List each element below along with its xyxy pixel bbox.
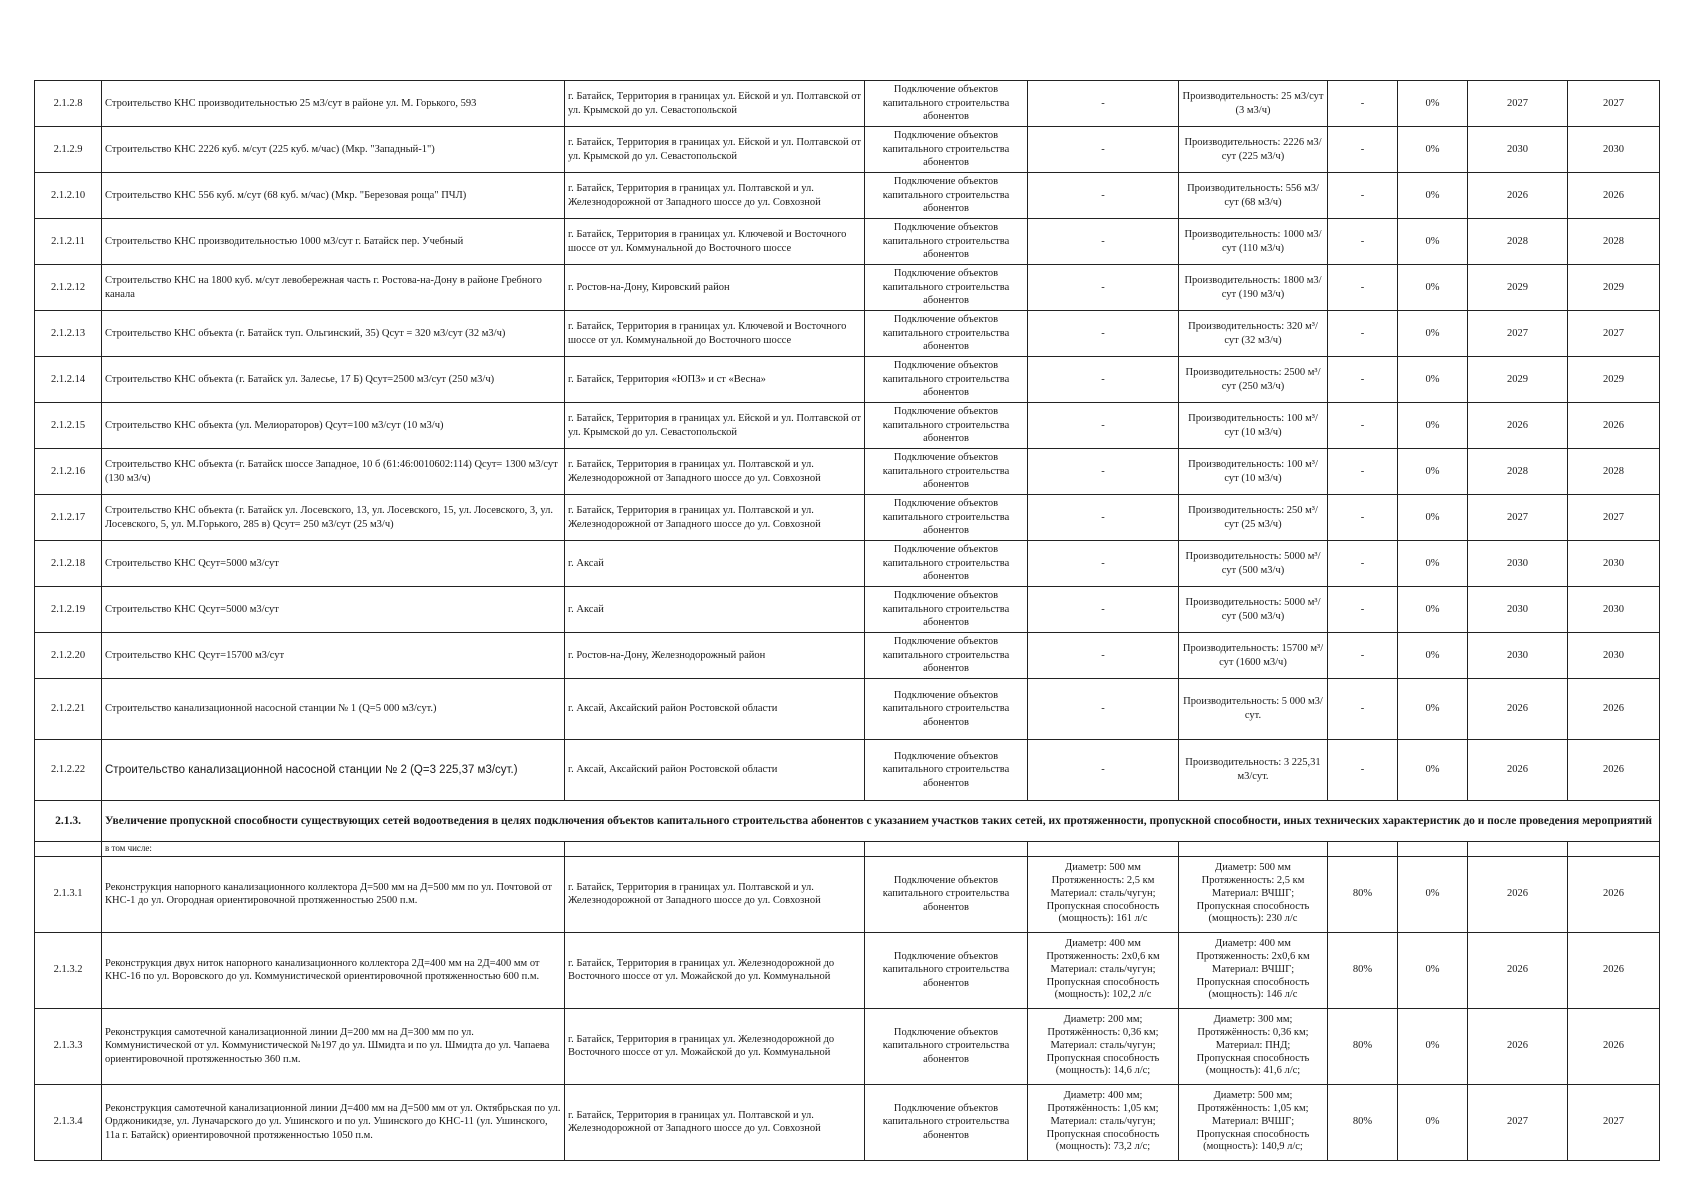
param-line: (мощность): 73,2 л/с; (1055, 1141, 1151, 1153)
start-year: 2028 (1468, 449, 1568, 495)
row-number: 2.1.2.12 (35, 265, 102, 311)
progress-value: 0% (1398, 495, 1468, 541)
before-value: - (1028, 357, 1179, 403)
subtitle-row (35, 842, 1660, 857)
end-year: 2027 (1568, 495, 1660, 541)
after-value: Производительность: 3 225,31 м3/сут. (1179, 740, 1328, 801)
after-value: Производительность: 25 м3/сут (3 м3/ч) (1179, 81, 1328, 127)
purpose: Подключение объектов капитального строительства абонентов (865, 265, 1028, 311)
row-number: 2.1.3.2 (35, 932, 102, 1008)
empty-cell (1468, 842, 1568, 857)
start-year: 2030 (1468, 127, 1568, 173)
end-year: 2026 (1568, 1008, 1660, 1084)
readiness-value: - (1328, 81, 1398, 127)
readiness-value: 80% (1328, 1084, 1398, 1160)
before-value: - (1028, 587, 1179, 633)
before-value: - (1028, 541, 1179, 587)
param-line: Диаметр: 400 мм; (1063, 1090, 1143, 1102)
readiness-value: - (1328, 265, 1398, 311)
row-number: 2.1.2.8 (35, 81, 102, 127)
before-value (1028, 1084, 1179, 1160)
purpose: Подключение объектов капитального строительства абонентов (865, 541, 1028, 587)
measure-name: Строительство КНС 2226 куб. м/сут (225 куб. м/час) (Мкр. "Западный-1") (102, 127, 565, 173)
readiness-value: - (1328, 449, 1398, 495)
start-year: 2028 (1468, 219, 1568, 265)
table-row (35, 1084, 1660, 1160)
measure-name: Реконструкция напорного канализационного коллектора Д=500 мм на Д=500 мм по ул. Почтовой от КНС-1 до ул. Огородная ориентировочной протяженностью 2500 п.м. (102, 856, 565, 932)
progress-value: 0% (1398, 449, 1468, 495)
measure-name: Реконструкция двух ниток напорного канализационного коллектора 2Д=400 мм на 2Д=400 мм от КНС-16 по ул. Воровского до ул. Коммунистической ориентировочной протяженностью 600 п.м. (102, 932, 565, 1008)
param-line: Диаметр: 400 мм (1215, 938, 1291, 950)
param-line: Протяжённость: 0,36 км; (1047, 1026, 1159, 1038)
table-row (35, 265, 1660, 311)
end-year: 2030 (1568, 541, 1660, 587)
progress-value: 0% (1398, 265, 1468, 311)
table-row (35, 219, 1660, 265)
after-value: Производительность: 1000 м3/сут (110 м3/ч) (1179, 219, 1328, 265)
table-row (35, 81, 1660, 127)
table-row (35, 587, 1660, 633)
row-number: 2.1.2.16 (35, 449, 102, 495)
before-value: - (1028, 679, 1179, 740)
readiness-value: - (1328, 127, 1398, 173)
start-year: 2026 (1468, 403, 1568, 449)
readiness-value: - (1328, 173, 1398, 219)
location: г. Аксай (565, 587, 865, 633)
empty-cell (1179, 842, 1328, 857)
table-row (35, 541, 1660, 587)
table-row (35, 449, 1660, 495)
end-year: 2028 (1568, 449, 1660, 495)
start-year: 2026 (1468, 1008, 1568, 1084)
purpose: Подключение объектов капитального строительства абонентов (865, 403, 1028, 449)
before-value: - (1028, 265, 1179, 311)
param-line: Протяженность: 2х0,6 км (1196, 950, 1310, 962)
after-value (1179, 1008, 1328, 1084)
location: г. Батайск, Территория в границах ул. Ейской и ул. Полтавской от ул. Крымской до ул. Севастопольской (565, 403, 865, 449)
measure-name: Реконструкция самотечной канализационной линии Д=400 мм на Д=500 мм от ул. Октябрьская по ул. Орджоникидзе, ул. Луначарского до ул. Ушинского и по ул. Ушинского до КНС-11 (ул. Ушинского, 11а г. Батайск) ориентировочной протяженностью 1050 п.м. (102, 1084, 565, 1160)
purpose: Подключение объектов капитального строительства абонентов (865, 932, 1028, 1008)
location: г. Батайск, Территория в границах ул. Полтавской и ул. Железнодорожной от Западного шоссе до ул. Совхозной (565, 449, 865, 495)
location: г. Ростов-на-Дону, Кировский район (565, 265, 865, 311)
row-number: 2.1.2.10 (35, 173, 102, 219)
readiness-value: - (1328, 587, 1398, 633)
end-year: 2028 (1568, 219, 1660, 265)
start-year: 2026 (1468, 173, 1568, 219)
row-number: 2.1.2.11 (35, 219, 102, 265)
after-value: Производительность: 2500 м³/сут (250 м3/ч) (1179, 357, 1328, 403)
param-line: Материал: ВЧШГ; (1211, 1115, 1295, 1127)
before-value: - (1028, 449, 1179, 495)
empty-cell (1568, 842, 1660, 857)
purpose: Подключение объектов капитального строительства абонентов (865, 856, 1028, 932)
readiness-value: - (1328, 495, 1398, 541)
table-row (35, 932, 1660, 1008)
row-number: 2.1.3.3 (35, 1008, 102, 1084)
progress-value: 0% (1398, 587, 1468, 633)
after-value: Производительность: 1800 м3/сут (190 м3/ч) (1179, 265, 1328, 311)
end-year: 2026 (1568, 173, 1660, 219)
after-value: Производительность: 556 м3/сут (68 м3/ч) (1179, 173, 1328, 219)
end-year: 2029 (1568, 265, 1660, 311)
after-value: Производительность: 5000 м³/сут (500 м3/ч) (1179, 587, 1328, 633)
start-year: 2029 (1468, 265, 1568, 311)
before-value: - (1028, 740, 1179, 801)
after-value: Производительность: 15700 м³/сут (1600 м3/ч) (1179, 633, 1328, 679)
param-line: Пропускная способность (1046, 976, 1160, 988)
progress-value: 0% (1398, 679, 1468, 740)
before-value: - (1028, 219, 1179, 265)
row-number: 2.1.3.4 (35, 1084, 102, 1160)
after-value (1179, 856, 1328, 932)
param-line: Материал: сталь/чугун; (1050, 887, 1156, 899)
param-line: Протяженность: 2х0,6 км (1046, 950, 1160, 962)
measure-name: Строительство КНС Qсут=5000 м3/сут (102, 587, 565, 633)
location: г. Батайск, Территория в границах ул. Полтавской и ул. Железнодорожной от Западного шоссе до ул. Совхозной (565, 1084, 865, 1160)
progress-value: 0% (1398, 127, 1468, 173)
start-year: 2027 (1468, 495, 1568, 541)
param-line: Пропускная способность (1196, 976, 1310, 988)
purpose: Подключение объектов капитального строительства абонентов (865, 127, 1028, 173)
param-line: Материал: ВЧШГ; (1211, 963, 1295, 975)
location: г. Батайск, Территория «ЮПЗ» и ст «Весна» (565, 357, 865, 403)
before-value: - (1028, 173, 1179, 219)
start-year: 2030 (1468, 587, 1568, 633)
after-value: Производительность: 100 м³/сут (10 м3/ч) (1179, 449, 1328, 495)
param-line: Протяженность: 2,5 км (1051, 874, 1155, 886)
before-value: - (1028, 81, 1179, 127)
measure-name: Строительство КНС производительностью 1000 м3/сут г. Батайск пер. Учебный (102, 219, 565, 265)
param-line: Диаметр: 500 мм (1215, 862, 1291, 874)
measure-name: Строительство КНС объекта (ул. Мелиораторов) Qсут=100 м3/сут (10 м3/ч) (102, 403, 565, 449)
measure-name: Строительство КНС 556 куб. м/сут (68 куб. м/час) (Мкр. "Березовая роща" ПЧЛ) (102, 173, 565, 219)
before-value: - (1028, 633, 1179, 679)
readiness-value: - (1328, 219, 1398, 265)
measure-name: Строительство КНС Qсут=5000 м3/сут (102, 541, 565, 587)
row-number: 2.1.2.14 (35, 357, 102, 403)
measure-name: Строительство КНС объекта (г. Батайск шоссе Западное, 10 б (61:46:0010602:114) Qсут= 1300 м3/сут (130 м3/ч) (102, 449, 565, 495)
param-line: Протяжённость: 1,05 км; (1197, 1102, 1309, 1114)
measure-name: Реконструкция самотечной канализационной линии Д=200 мм на Д=300 мм по ул. Коммунистической от ул. Коммунистической №197 до ул. Шмидта и по ул. Шмидта до ул. Чапаева ориентировочной протяженностью 360 п.м. (102, 1008, 565, 1084)
empty-cell (1028, 842, 1179, 857)
param-line: Материал: сталь/чугун; (1050, 963, 1156, 975)
empty-cell (1398, 842, 1468, 857)
table-row (35, 740, 1660, 801)
table-row (35, 311, 1660, 357)
param-line: Протяженность: 2,5 км (1201, 874, 1305, 886)
purpose: Подключение объектов капитального строительства абонентов (865, 740, 1028, 801)
readiness-value: - (1328, 679, 1398, 740)
before-value: - (1028, 127, 1179, 173)
param-line: Материал: ВЧШГ; (1211, 887, 1295, 899)
location: г. Батайск, Территория в границах ул. Ключевой и Восточного шоссе от ул. Коммунальной до Восточного шоссе (565, 311, 865, 357)
empty-cell (1328, 842, 1398, 857)
after-value: Производительность: 320 м³/сут (32 м3/ч) (1179, 311, 1328, 357)
location: г. Батайск, Территория в границах ул. Полтавской и ул. Железнодорожной от Западного шоссе до ул. Совхозной (565, 495, 865, 541)
before-value (1028, 932, 1179, 1008)
readiness-value: 80% (1328, 1008, 1398, 1084)
section-title: Увеличение пропускной способности существующих сетей водоотведения в целях подключения объектов капитального строительства абонентов с указанием участков таких сетей, их протяженности, пропускной способности, иных технических характеристик до и после проведения мероприятий (102, 801, 1660, 842)
row-number: 2.1.2.22 (35, 740, 102, 801)
progress-value: 0% (1398, 541, 1468, 587)
after-value: Производительность: 100 м³/сут (10 м3/ч) (1179, 403, 1328, 449)
table-row (35, 127, 1660, 173)
param-line: Материал: сталь/чугун; (1050, 1039, 1156, 1051)
readiness-value: 80% (1328, 932, 1398, 1008)
end-year: 2026 (1568, 679, 1660, 740)
row-number: 2.1.2.20 (35, 633, 102, 679)
param-line: Пропускная способность (1046, 1052, 1160, 1064)
purpose: Подключение объектов капитального строительства абонентов (865, 311, 1028, 357)
measure-name: Строительство КНС объекта (г. Батайск ул. Лосевского, 13, ул. Лосевского, 15, ул. Лосевского, 3, ул. Лосевского, 5, ул. М.Горького, 285 в) Qсут= 250 м3/сут (25 м3/ч) (102, 495, 565, 541)
readiness-value: - (1328, 311, 1398, 357)
progress-value: 0% (1398, 856, 1468, 932)
row-number: 2.1.2.9 (35, 127, 102, 173)
readiness-value: - (1328, 633, 1398, 679)
location: г. Батайск, Территория в границах ул. Ейской и ул. Полтавской от ул. Крымской до ул. Севастопольской (565, 127, 865, 173)
measures-table (34, 80, 1660, 1161)
measure-name: Строительство КНС объекта (г. Батайск ул. Залесье, 17 Б) Qсут=2500 м3/сут (250 м3/ч) (102, 357, 565, 403)
before-value: - (1028, 403, 1179, 449)
start-year: 2027 (1468, 1084, 1568, 1160)
readiness-value: - (1328, 357, 1398, 403)
param-line: Протяжённость: 0,36 км; (1197, 1026, 1309, 1038)
progress-value: 0% (1398, 173, 1468, 219)
param-line: Пропускная способность (1196, 1052, 1310, 1064)
purpose: Подключение объектов капитального строительства абонентов (865, 449, 1028, 495)
end-year: 2026 (1568, 856, 1660, 932)
param-line: Диаметр: 500 мм; (1213, 1090, 1293, 1102)
progress-value: 0% (1398, 403, 1468, 449)
before-value (1028, 856, 1179, 932)
table-row (35, 679, 1660, 740)
empty-cell (865, 842, 1028, 857)
measure-name: Строительство канализационной насосной станции № 2 (Q=3 225,37 м3/сут.) (102, 740, 565, 801)
end-year: 2027 (1568, 81, 1660, 127)
table-row (35, 1008, 1660, 1084)
after-value: Производительность: 250 м³/сут (25 м3/ч) (1179, 495, 1328, 541)
end-year: 2026 (1568, 740, 1660, 801)
progress-value: 0% (1398, 357, 1468, 403)
purpose: Подключение объектов капитального строительства абонентов (865, 633, 1028, 679)
purpose: Подключение объектов капитального строительства абонентов (865, 1008, 1028, 1084)
end-year: 2027 (1568, 311, 1660, 357)
readiness-value: - (1328, 740, 1398, 801)
purpose: Подключение объектов капитального строительства абонентов (865, 495, 1028, 541)
empty-cell (565, 842, 865, 857)
measure-name: Строительство КНС Qсут=15700 м3/сут (102, 633, 565, 679)
readiness-value: - (1328, 403, 1398, 449)
param-line: (мощность): 230 л/с (1208, 913, 1298, 925)
param-line: (мощность): 161 л/с (1058, 913, 1148, 925)
start-year: 2030 (1468, 633, 1568, 679)
start-year: 2026 (1468, 679, 1568, 740)
start-year: 2026 (1468, 856, 1568, 932)
readiness-value: 80% (1328, 856, 1398, 932)
start-year: 2027 (1468, 81, 1568, 127)
location: г. Батайск, Территория в границах ул. Ключевой и Восточного шоссе от ул. Коммунальной до Восточного шоссе (565, 219, 865, 265)
readiness-value: - (1328, 541, 1398, 587)
purpose: Подключение объектов капитального строительства абонентов (865, 357, 1028, 403)
after-value (1179, 1084, 1328, 1160)
start-year: 2026 (1468, 740, 1568, 801)
start-year: 2027 (1468, 311, 1568, 357)
param-line: (мощность): 41,6 л/с; (1205, 1065, 1301, 1077)
before-value (1028, 1008, 1179, 1084)
table-row (35, 856, 1660, 932)
param-line: Диаметр: 500 мм (1065, 862, 1141, 874)
param-line: Пропускная способность (1046, 900, 1160, 912)
table-row (35, 495, 1660, 541)
end-year: 2030 (1568, 587, 1660, 633)
section-header-row (35, 801, 1660, 842)
table-row (35, 173, 1660, 219)
location: г. Аксай, Аксайский район Ростовской области (565, 740, 865, 801)
progress-value: 0% (1398, 81, 1468, 127)
row-number: 2.1.2.15 (35, 403, 102, 449)
row-number: 2.1.3.1 (35, 856, 102, 932)
end-year: 2026 (1568, 932, 1660, 1008)
param-line: Диаметр: 300 мм; (1213, 1014, 1293, 1026)
location: г. Аксай (565, 541, 865, 587)
after-value (1179, 932, 1328, 1008)
param-line: Диаметр: 200 мм; (1063, 1014, 1143, 1026)
subtitle: в том числе: (102, 842, 565, 857)
param-line: (мощность): 102,2 л/с (1054, 989, 1152, 1001)
end-year: 2030 (1568, 633, 1660, 679)
row-number: 2.1.2.17 (35, 495, 102, 541)
param-line: Материал: сталь/чугун; (1050, 1115, 1156, 1127)
progress-value: 0% (1398, 633, 1468, 679)
table-row (35, 357, 1660, 403)
table-row (35, 633, 1660, 679)
end-year: 2030 (1568, 127, 1660, 173)
progress-value: 0% (1398, 1084, 1468, 1160)
param-line: Протяжённость: 1,05 км; (1047, 1102, 1159, 1114)
location: г. Батайск, Территория в границах ул. Железнодорожной до Восточного шоссе от ул. Можайской до ул. Коммунальной (565, 932, 865, 1008)
after-value: Производительность: 2226 м3/сут (225 м3/ч) (1179, 127, 1328, 173)
param-line: (мощность): 146 л/с (1208, 989, 1298, 1001)
measure-name: Строительство канализационной насосной станции № 1 (Q=5 000 м3/сут.) (102, 679, 565, 740)
param-line: Диаметр: 400 мм (1065, 938, 1141, 950)
measure-name: Строительство КНС объекта (г. Батайск туп. Ольгинский, 35) Qсут = 320 м3/сут (32 м3/ч) (102, 311, 565, 357)
param-line: Материал: ПНД; (1215, 1039, 1291, 1051)
empty-cell (35, 842, 102, 857)
end-year: 2026 (1568, 403, 1660, 449)
measure-name: Строительство КНС производительностью 25 м3/сут в районе ул. М. Горького, 593 (102, 81, 565, 127)
param-line: Пропускная способность (1046, 1128, 1160, 1140)
row-number: 2.1.2.21 (35, 679, 102, 740)
progress-value: 0% (1398, 740, 1468, 801)
location: г. Ростов-на-Дону, Железнодорожный район (565, 633, 865, 679)
purpose: Подключение объектов капитального строительства абонентов (865, 587, 1028, 633)
section-number: 2.1.3. (35, 801, 102, 842)
row-number: 2.1.2.19 (35, 587, 102, 633)
table-row (35, 403, 1660, 449)
param-line: (мощность): 140,9 л/с; (1203, 1141, 1303, 1153)
after-value: Производительность: 5000 м³/сут (500 м3/ч) (1179, 541, 1328, 587)
before-value: - (1028, 311, 1179, 357)
purpose: Подключение объектов капитального строительства абонентов (865, 219, 1028, 265)
start-year: 2026 (1468, 932, 1568, 1008)
purpose: Подключение объектов капитального строительства абонентов (865, 1084, 1028, 1160)
location: г. Аксай, Аксайский район Ростовской области (565, 679, 865, 740)
param-line: Пропускная способность (1196, 900, 1310, 912)
purpose: Подключение объектов капитального строительства абонентов (865, 173, 1028, 219)
param-line: Пропускная способность (1196, 1128, 1310, 1140)
param-line: (мощность): 14,6 л/с; (1055, 1065, 1151, 1077)
progress-value: 0% (1398, 219, 1468, 265)
location: г. Батайск, Территория в границах ул. Железнодорожной до Восточного шоссе от ул. Можайской до ул. Коммунальной (565, 1008, 865, 1084)
progress-value: 0% (1398, 311, 1468, 357)
measure-name: Строительство КНС на 1800 куб. м/сут левобережная часть г. Ростова-на-Дону в районе Гребного канала (102, 265, 565, 311)
after-value: Производительность: 5 000 м3/сут. (1179, 679, 1328, 740)
start-year: 2030 (1468, 541, 1568, 587)
location: г. Батайск, Территория в границах ул. Полтавской и ул. Железнодорожной от Западного шоссе до ул. Совхозной (565, 856, 865, 932)
row-number: 2.1.2.18 (35, 541, 102, 587)
end-year: 2027 (1568, 1084, 1660, 1160)
start-year: 2029 (1468, 357, 1568, 403)
progress-value: 0% (1398, 932, 1468, 1008)
location: г. Батайск, Территория в границах ул. Полтавской и ул. Железнодорожной от Западного шоссе до ул. Совхозной (565, 173, 865, 219)
location: г. Батайск, Территория в границах ул. Ейской и ул. Полтавской от ул. Крымской до ул. Севастопольской (565, 81, 865, 127)
purpose: Подключение объектов капитального строительства абонентов (865, 679, 1028, 740)
row-number: 2.1.2.13 (35, 311, 102, 357)
end-year: 2029 (1568, 357, 1660, 403)
before-value: - (1028, 495, 1179, 541)
purpose: Подключение объектов капитального строительства абонентов (865, 81, 1028, 127)
progress-value: 0% (1398, 1008, 1468, 1084)
